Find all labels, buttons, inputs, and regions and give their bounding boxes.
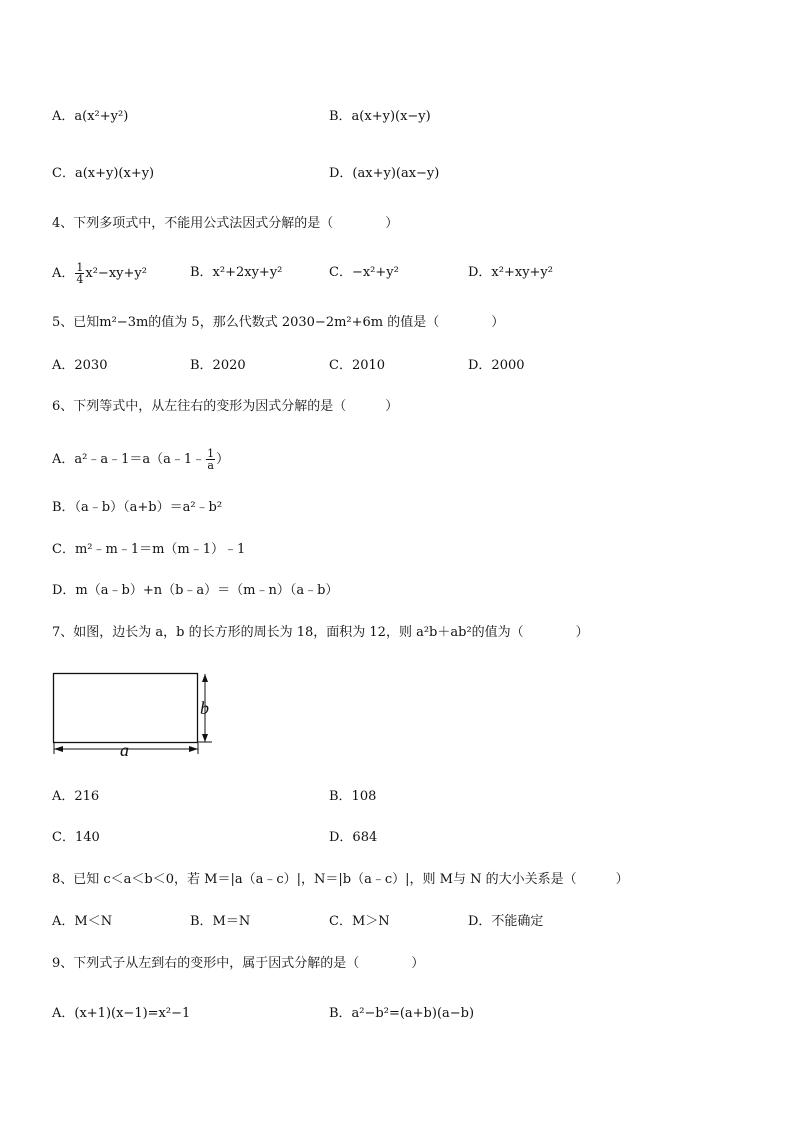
q4-option-d: D．x²+xy+y² xyxy=(468,265,553,280)
b-arrow-top xyxy=(202,674,208,682)
q6-option-a-pre: A．a²﹣a﹣1＝a（a﹣1﹣ xyxy=(52,452,206,467)
q4-option-a-fraction xyxy=(75,262,84,285)
figure-label-a: a xyxy=(120,740,129,760)
q9-stem: 9、下列式子从左到右的变形中，属于因式分解的是（ ） xyxy=(52,956,425,971)
q9-option-a: A．(x+1)(x−1)=x²−1 xyxy=(52,1006,191,1021)
q5-option-b: B．2020 xyxy=(190,358,246,373)
q6-stem: 6、下列等式中，从左往右的变形为因式分解的是（ ） xyxy=(52,399,399,414)
b-arrow-bottom xyxy=(202,734,208,742)
q4-stem: 4、下列多项式中，不能用公式法因式分解的是（ ） xyxy=(52,216,399,231)
q8-option-c: C．M＞N xyxy=(329,914,390,929)
q8-option-b: B．M＝N xyxy=(190,914,251,929)
q5-option-a: A．2030 xyxy=(52,358,108,373)
q7-option-b: B．108 xyxy=(329,789,377,804)
q6-frac-denominator: a xyxy=(207,459,214,472)
q4-option-c: C．−x²+y² xyxy=(329,265,399,280)
q6-option-c: C．m²﹣m﹣1＝m（m﹣1）﹣1 xyxy=(52,542,246,557)
q6-option-b: B．（a﹣b）（a+b）＝a²﹣b² xyxy=(52,500,223,515)
q5-option-c: C．2010 xyxy=(329,358,386,373)
q4-option-a xyxy=(52,262,147,285)
a-arrow-right xyxy=(189,746,198,752)
q4-frac-denominator: 4 xyxy=(76,273,84,286)
q4-option-a-rest: x²−xy+y² xyxy=(85,266,147,281)
q5-stem: 5、已知m²−3m的值为 5，那么代数式 2030−2m²+6m 的值是（ ） xyxy=(52,315,505,330)
q8-stem: 8、已知 c＜a＜b＜0，若 M＝|a（a﹣c）|，N＝|b（a﹣c）|，则 M与 N 的大小关系是（ ） xyxy=(52,872,629,887)
q7-option-a: A．216 xyxy=(52,789,100,804)
q3-option-d: D．(ax+y)(ax−y) xyxy=(329,166,440,181)
q3-option-b: B．a(x+y)(x−y) xyxy=(329,109,431,124)
a-arrow-left xyxy=(54,746,63,752)
q8-option-a: A．M＜N xyxy=(52,914,113,929)
q4-frac-numerator: 1 xyxy=(76,261,84,274)
q3-option-c: C．a(x+y)(x+y) xyxy=(52,166,155,181)
rectangle-shape xyxy=(54,674,198,743)
q6-frac-numerator: 1 xyxy=(207,447,215,460)
q7-option-d: D．684 xyxy=(329,830,378,845)
q9-option-b: B．a²−b²=(a+b)(a−b) xyxy=(329,1006,475,1021)
q4-option-b: B．x²+2xy+y² xyxy=(190,265,283,280)
q6-option-a xyxy=(52,448,229,471)
q7-option-c: C．140 xyxy=(52,830,100,845)
q6-option-d: D．m（a﹣b）+n（b﹣a）＝（m﹣n）（a﹣b） xyxy=(52,583,339,598)
q7-stem: 7、如图，边长为 a，b 的长方形的周长为 18，面积为 12，则 a²b＋ab²的值为（ ） xyxy=(52,625,589,640)
q5-option-d: D．2000 xyxy=(468,358,525,373)
q8-option-d: D．不能确定 xyxy=(468,914,544,929)
q4-option-a-prefix: A． xyxy=(52,266,75,281)
rectangle-diagram xyxy=(52,670,222,762)
figure-label-b: b xyxy=(200,698,209,718)
q3-option-a: A．a(x²+y²) xyxy=(52,109,129,124)
q6-option-a-post: ） xyxy=(216,452,230,467)
rectangle-figure xyxy=(52,670,222,766)
q6-option-a-fraction xyxy=(206,448,215,471)
